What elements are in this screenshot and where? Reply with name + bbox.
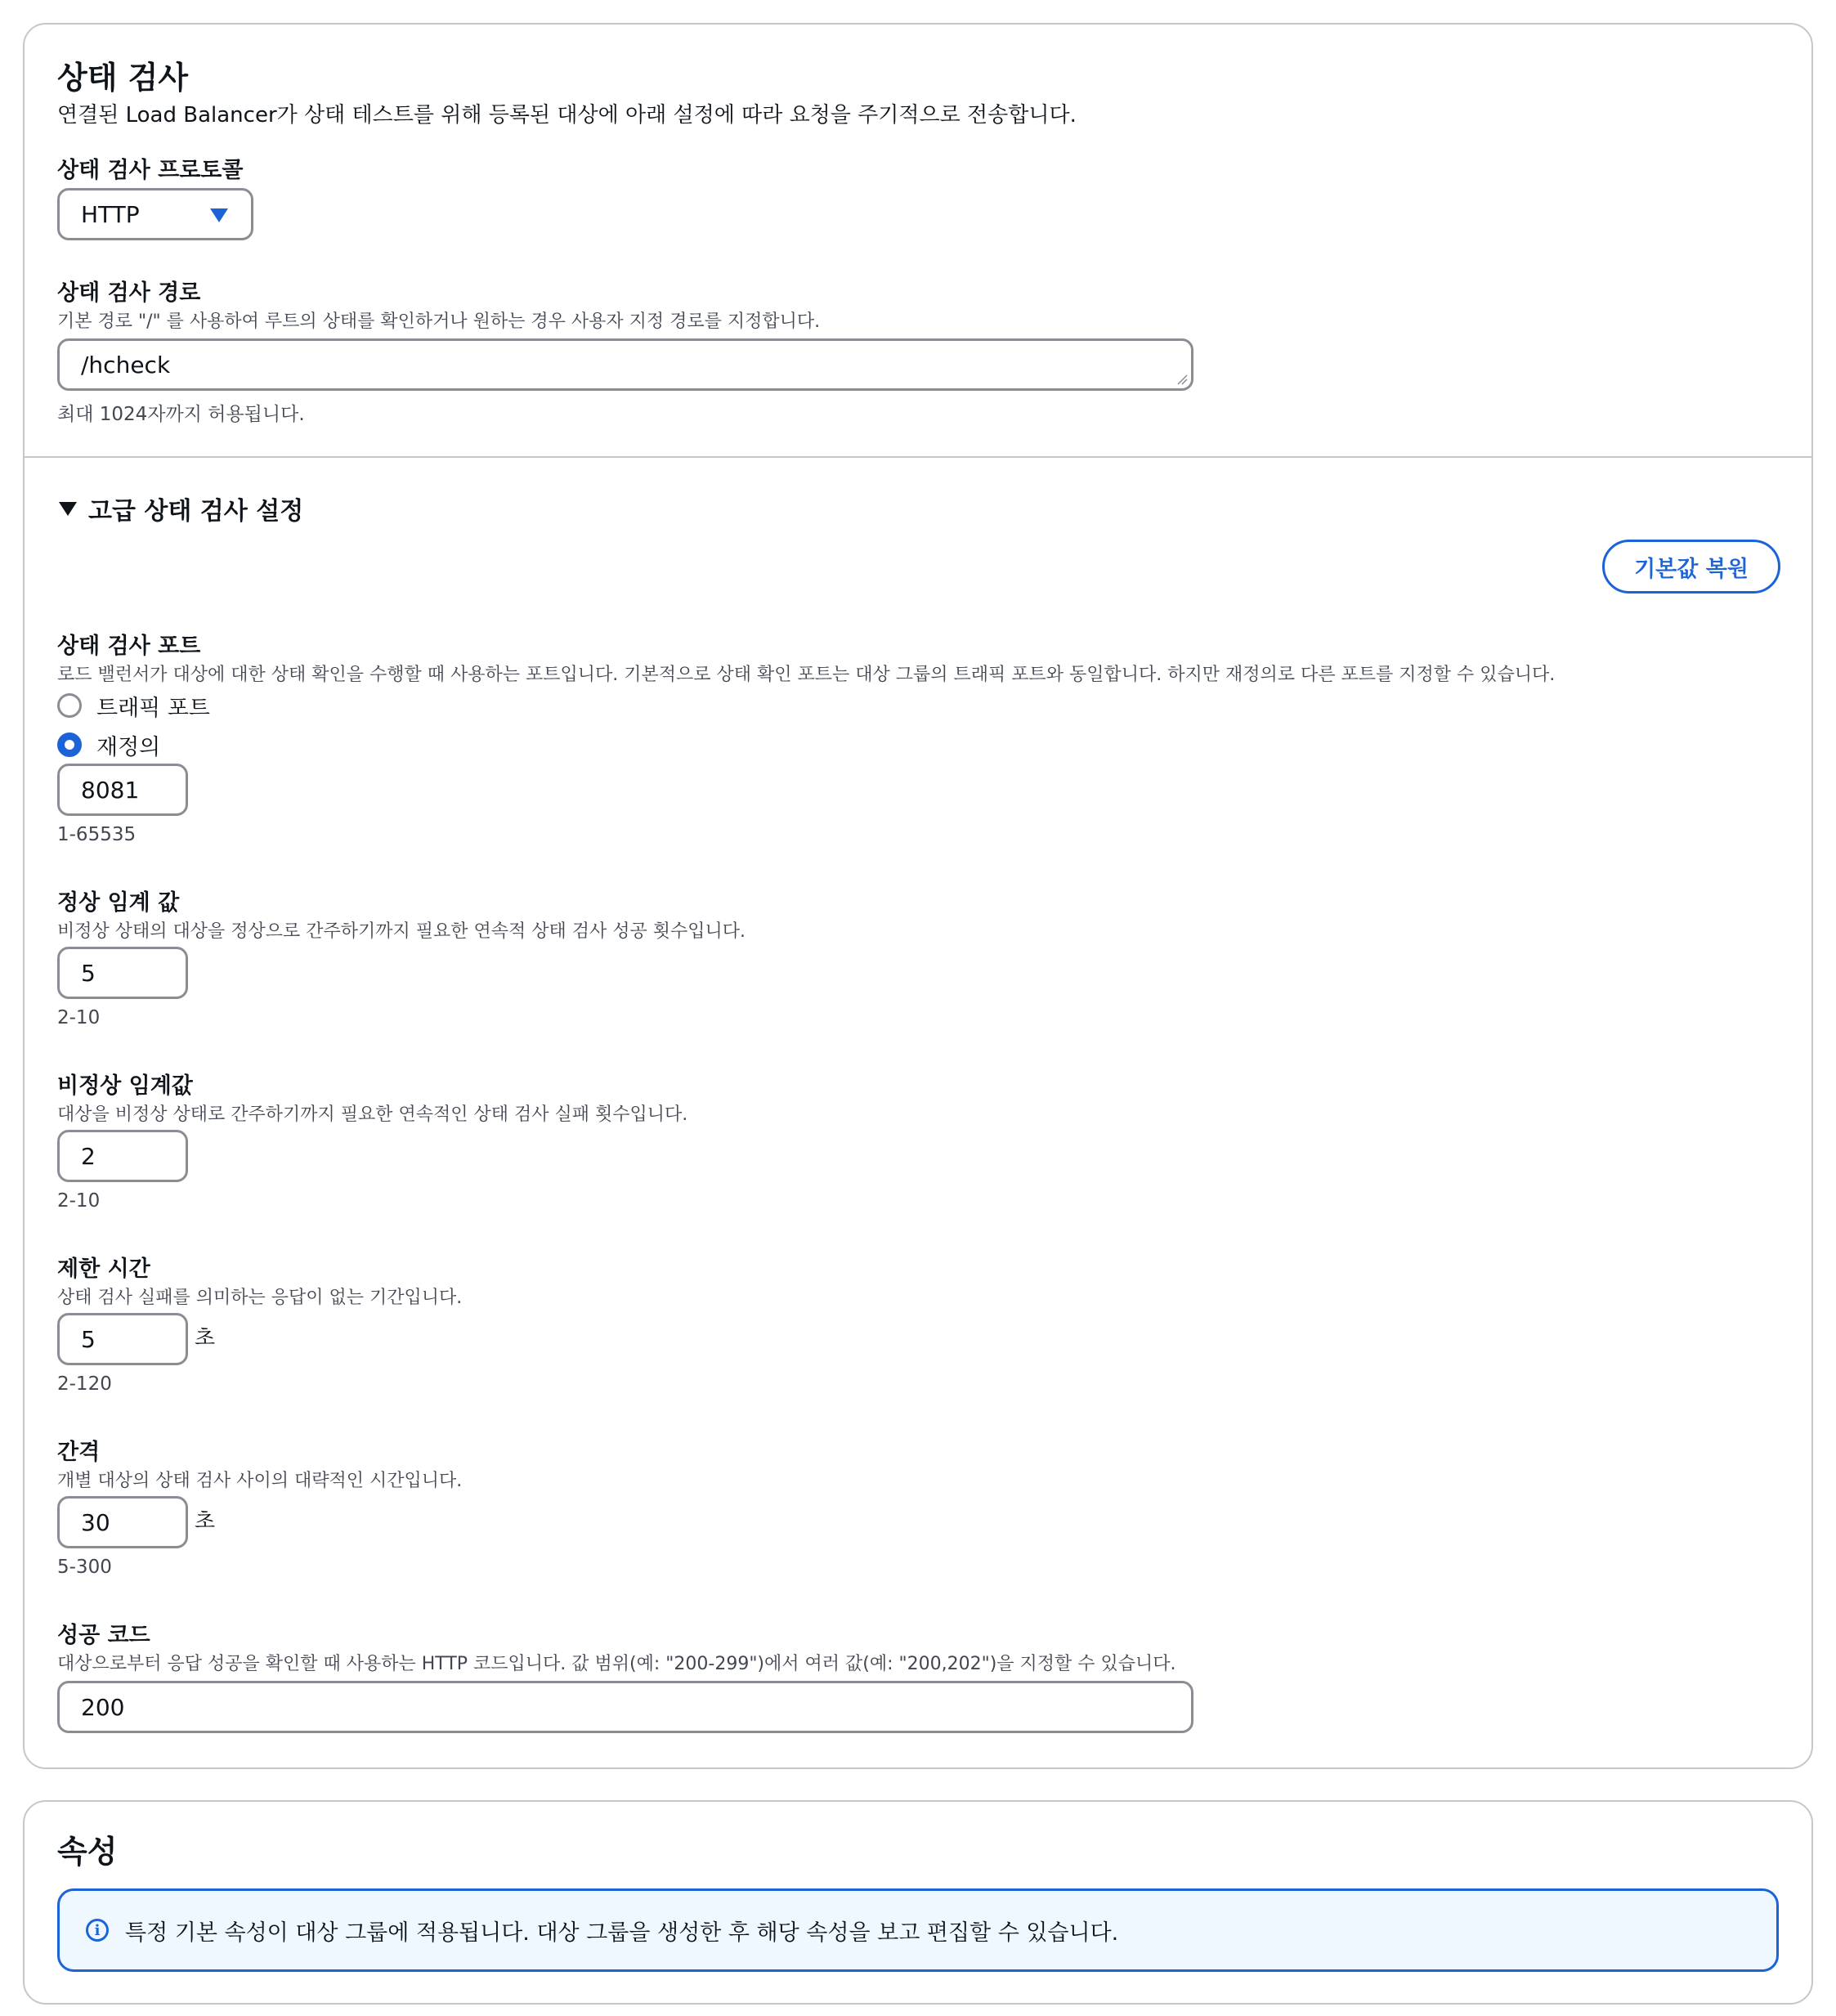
traffic-port-radio[interactable] xyxy=(57,693,82,718)
path-value: /hcheck xyxy=(81,351,171,379)
timeout-unit: 초 xyxy=(195,1326,216,1351)
port-input[interactable] xyxy=(57,764,188,816)
path-input[interactable] xyxy=(57,338,1193,391)
interval-input[interactable] xyxy=(57,1496,188,1548)
healthy-threshold-label: 정상 임계 값 xyxy=(57,890,180,916)
caret-down-icon xyxy=(59,502,77,516)
timeout-label: 제한 시간 xyxy=(57,1257,150,1282)
port-description: 로드 밸런서가 대상에 대한 상태 확인을 수행할 때 사용하는 포트입니다. 기본적으로 상태 확인 포트는 대상 그룹의 트래픽 포트와 동일합니다. 하지만 재정의로 다른 포트를 지정할 수 있습니다. xyxy=(57,665,1556,685)
interval-hint: 5-300 xyxy=(57,1557,112,1578)
unhealthy-threshold-value: 2 xyxy=(81,1142,96,1170)
interval-description: 개별 대상의 상태 검사 사이의 대략적인 시간입니다. xyxy=(57,1471,463,1491)
path-label: 상태 검사 경로 xyxy=(57,280,201,306)
timeout-hint: 2-120 xyxy=(57,1373,112,1395)
protocol-select[interactable] xyxy=(57,188,253,240)
attributes-info-alert xyxy=(57,1888,1779,1972)
port-hint: 1-65535 xyxy=(57,824,137,845)
healthy-threshold-description: 비정상 상태의 대상을 정상으로 간주하기까지 필요한 연속적 상태 검사 성공 횟수입니다. xyxy=(57,921,746,942)
interval-unit: 초 xyxy=(195,1509,216,1534)
unhealthy-threshold-hint: 2-10 xyxy=(57,1190,101,1212)
path-hint: 최대 1024자까지 허용됩니다. xyxy=(57,404,305,425)
advanced-settings-toggle[interactable] xyxy=(59,491,303,526)
healthy-threshold-value: 5 xyxy=(81,959,96,987)
healthy-threshold-input[interactable] xyxy=(57,947,188,999)
section-divider xyxy=(25,456,1811,458)
port-value: 8081 xyxy=(81,776,140,804)
resize-grip-icon[interactable] xyxy=(1176,374,1188,385)
timeout-input[interactable] xyxy=(57,1313,188,1365)
interval-value: 30 xyxy=(81,1508,110,1536)
health-check-title: 상태 검사 xyxy=(57,60,189,96)
port-label: 상태 검사 포트 xyxy=(57,634,201,659)
protocol-value: HTTP xyxy=(81,200,140,228)
protocol-label: 상태 검사 프로토콜 xyxy=(57,158,244,183)
attributes-panel xyxy=(23,1800,1813,2005)
success-codes-description: 대상으로부터 응답 성공을 확인할 때 사용하는 HTTP 코드입니다. 값 범위(예: "200-299")에서 여러 값(예: "200,202")을 지정할 수 있습니다. xyxy=(57,1654,1176,1674)
chevron-down-icon xyxy=(210,208,228,222)
traffic-port-label[interactable]: 트래픽 포트 xyxy=(96,696,210,721)
info-icon: i xyxy=(86,1919,109,1942)
path-description: 기본 경로 "/" 를 사용하여 루트의 상태를 확인하거나 원하는 경우 사용자 지정 경로를 지정합니다. xyxy=(57,311,821,332)
health-check-panel xyxy=(23,23,1813,1769)
success-codes-value: 200 xyxy=(81,1693,125,1721)
reset-defaults-button[interactable]: 기본값 복원 xyxy=(1602,540,1780,594)
timeout-description: 상태 검사 실패를 의미하는 응답이 없는 기간입니다. xyxy=(57,1288,463,1308)
unhealthy-threshold-description: 대상을 비정상 상태로 간주하기까지 필요한 연속적인 상태 검사 실패 횟수입니다. xyxy=(57,1104,688,1125)
attributes-info-text: 특정 기본 속성이 대상 그룹에 적용됩니다. 대상 그룹을 생성한 후 해당 속성을 보고 편집할 수 있습니다. xyxy=(125,1920,1119,1946)
override-port-label[interactable]: 재정의 xyxy=(96,735,161,760)
healthy-threshold-hint: 2-10 xyxy=(57,1007,101,1028)
success-codes-label: 성공 코드 xyxy=(57,1623,150,1648)
health-check-description: 연결된 Load Balancer가 상태 테스트를 위해 등록된 대상에 아래 설정에 따라 요청을 주기적으로 전송합니다. xyxy=(57,103,1077,128)
attributes-title: 속성 xyxy=(57,1834,118,1870)
success-codes-input[interactable] xyxy=(57,1681,1193,1733)
advanced-settings-title: 고급 상태 검사 설정 xyxy=(88,497,304,526)
interval-label: 간격 xyxy=(57,1440,101,1465)
unhealthy-threshold-label: 비정상 임계값 xyxy=(57,1073,193,1099)
override-port-radio[interactable] xyxy=(57,732,82,757)
unhealthy-threshold-input[interactable] xyxy=(57,1130,188,1182)
timeout-value: 5 xyxy=(81,1325,96,1353)
